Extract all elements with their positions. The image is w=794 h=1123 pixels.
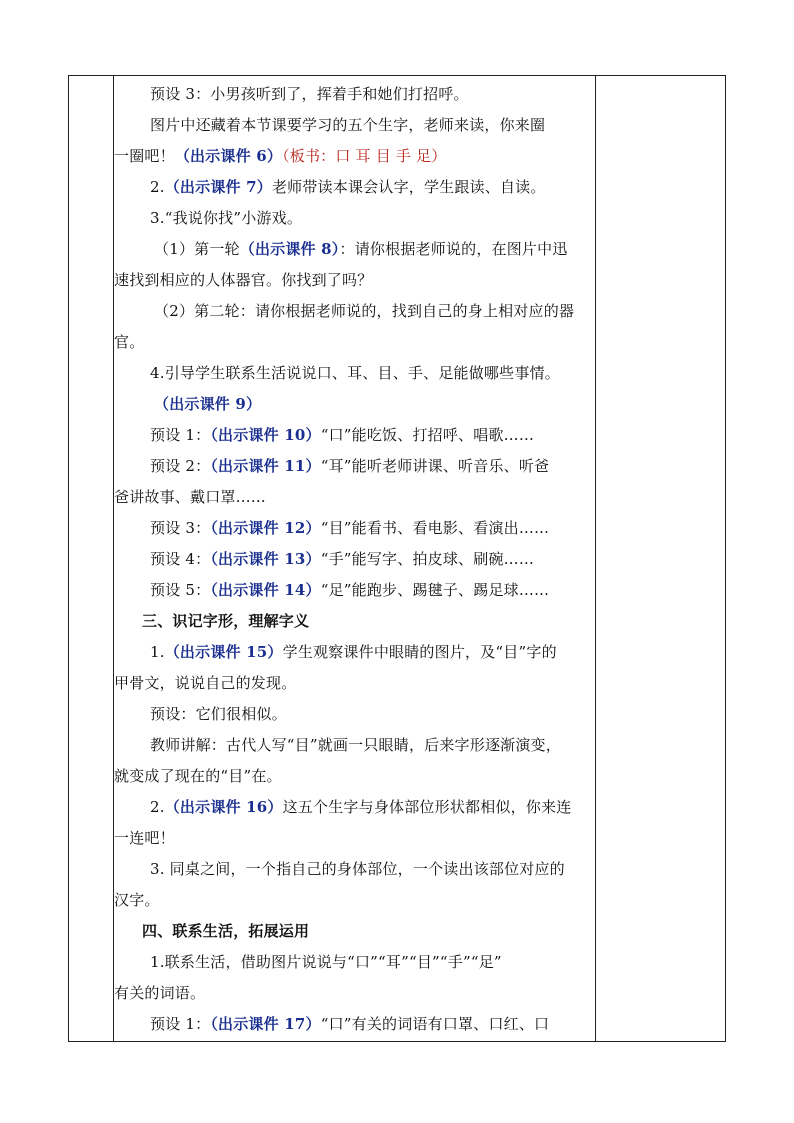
text-span: 有关的词语。 xyxy=(114,984,206,1002)
text-span: “目”能看书、看电影、看演出…… xyxy=(320,519,550,537)
text-span: （1）第一轮 xyxy=(154,240,240,258)
courseware-ref: （出示课件 9） xyxy=(154,395,262,413)
text-line xyxy=(114,363,595,383)
courseware-ref: （出示课件 12） xyxy=(210,519,321,537)
text-line xyxy=(114,208,595,228)
text-line xyxy=(114,797,595,817)
text-span: 速找到相应的人体器官。你找到了吗？ xyxy=(114,271,373,289)
text-line xyxy=(114,704,595,724)
text-line xyxy=(114,456,595,476)
text-line xyxy=(114,301,595,321)
courseware-ref: （出示课件 8） xyxy=(239,240,340,258)
text-line xyxy=(114,828,595,848)
text-span: 预设 1： xyxy=(150,1015,211,1033)
text-span: 爸讲故事、戴口罩…… xyxy=(114,488,267,506)
text-span: 2. xyxy=(150,178,165,196)
text-span: 预设 4： xyxy=(150,550,211,568)
text-span: “口”能吃饭、打招呼、唱歌…… xyxy=(320,426,535,444)
text-span: 教师讲解：古代人写“目”就画一只眼睛，后来字形逐渐演变， xyxy=(150,736,561,754)
text-line xyxy=(114,580,595,600)
text-line xyxy=(114,642,595,662)
text-span: 甲骨文，说说自己的发现。 xyxy=(114,674,297,692)
courseware-ref: （出示课件 7） xyxy=(164,178,272,196)
text-line xyxy=(114,766,595,786)
courseware-ref: （出示课件 14） xyxy=(210,581,321,599)
courseware-ref: （出示课件 11） xyxy=(210,457,321,475)
text-span: 学生观察课件中眼睛的图片，及“目”字的 xyxy=(282,643,557,661)
text-span: 图片中还藏着本节课要学习的五个生字，老师来读，你来圈 xyxy=(150,116,546,134)
text-span: “足”能跑步、踢毽子、踢足球…… xyxy=(320,581,550,599)
text-line xyxy=(114,487,595,507)
text-span: 3. 同桌之间，一个指自己的身体部位，一个读出该部位对应的 xyxy=(150,860,565,878)
text-line xyxy=(114,270,595,290)
text-line xyxy=(114,84,595,104)
text-line xyxy=(114,735,595,755)
text-span: 一圈吧！ xyxy=(114,147,175,165)
text-span: 预设 3：小男孩听到了，挥着手和她们打招呼。 xyxy=(150,85,469,103)
text-span: 这五个生字与身体部位形状都相似，你来连 xyxy=(282,798,572,816)
text-line xyxy=(114,239,595,259)
text-span: 老师带读本课会认字，学生跟读、自读。 xyxy=(271,178,546,196)
text-line xyxy=(114,549,595,569)
text-span: 预设 1： xyxy=(150,426,211,444)
text-span: （2）第二轮：请你根据老师说的，找到自己的身上相对应的器 xyxy=(154,302,575,320)
text-span: 1.联系生活，借助图片说说与“口”“耳”“目”“手”“足” xyxy=(150,953,502,971)
text-span: “口”有关的词语有口罩、口红、口 xyxy=(320,1015,550,1033)
text-span: 预设：它们很相似。 xyxy=(150,705,287,723)
text-line xyxy=(114,890,595,910)
text-span: 1. xyxy=(150,643,165,661)
courseware-ref: （出示课件 15） xyxy=(164,643,283,661)
text-line xyxy=(114,518,595,538)
text-span: 就变成了现在的“目”在。 xyxy=(114,767,282,785)
text-line xyxy=(114,425,595,445)
text-line xyxy=(114,983,595,1003)
text-span: 汉字。 xyxy=(114,891,160,909)
lesson-table xyxy=(68,75,726,1042)
text-span: 预设 5： xyxy=(150,581,211,599)
lesson-content-cell xyxy=(114,76,595,1043)
text-span: 2. xyxy=(150,798,165,816)
text-line xyxy=(114,332,595,352)
text-line xyxy=(114,673,595,693)
courseware-ref: （出示课件 16） xyxy=(164,798,283,816)
board-note: （板书：口 耳 目 手 足） xyxy=(282,147,447,165)
text-span: 预设 2： xyxy=(150,457,211,475)
courseware-ref: （出示课件 13） xyxy=(210,550,321,568)
text-line xyxy=(114,394,595,414)
text-line xyxy=(114,177,595,197)
text-line xyxy=(114,146,595,166)
courseware-ref: （出示课件 17） xyxy=(210,1015,321,1033)
text-span: ：请你根据老师说的，在图片中迅 xyxy=(339,240,568,258)
courseware-ref: （出示课件 6） xyxy=(174,147,283,165)
text-line xyxy=(114,859,595,879)
text-span: “手”能写字、拍皮球、刷碗…… xyxy=(320,550,535,568)
text-span: 预设 3： xyxy=(150,519,211,537)
text-span: 官。 xyxy=(114,333,145,351)
text-line xyxy=(114,115,595,135)
text-line xyxy=(114,921,595,941)
text-span: 4.引导学生联系生活说说口、耳、目、手、足能做哪些事情。 xyxy=(150,364,560,382)
column-divider-right xyxy=(595,76,596,1041)
text-line xyxy=(114,1014,595,1034)
section-heading: 三、识记字形，理解字义 xyxy=(142,612,310,630)
text-span: 一连吧！ xyxy=(114,829,175,847)
text-line xyxy=(114,611,595,631)
text-line xyxy=(114,952,595,972)
text-span: 3.“我说你找”小游戏。 xyxy=(150,209,303,227)
section-heading: 四、联系生活，拓展运用 xyxy=(142,922,310,940)
courseware-ref: （出示课件 10） xyxy=(210,426,321,444)
text-span: “耳”能听老师讲课、听音乐、听爸 xyxy=(320,457,550,475)
